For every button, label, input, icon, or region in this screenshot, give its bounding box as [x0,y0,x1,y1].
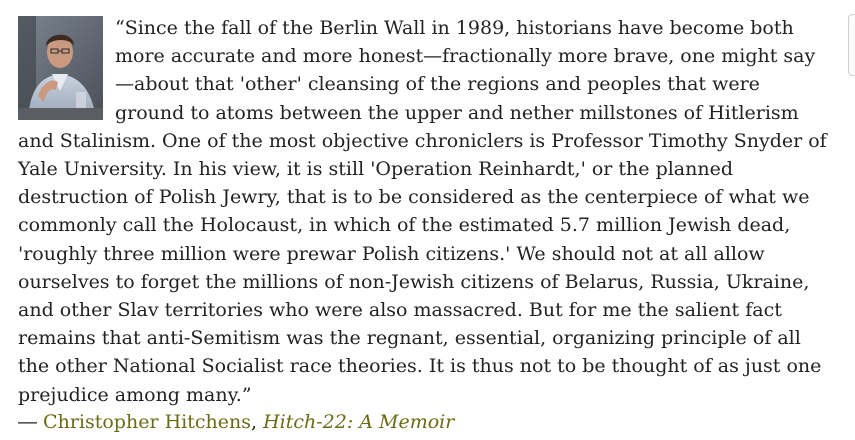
quote-block [18,14,828,409]
side-panel-edge [848,14,855,76]
author-photo-image [18,16,103,120]
book-link[interactable]: Hitch-22: A Memoir [263,411,455,433]
attribution [18,408,454,436]
attribution-dash: ― [18,411,37,433]
author-link[interactable]: Christopher Hitchens [43,411,251,433]
attribution-separator: , [250,411,258,433]
author-photo[interactable] [18,16,103,120]
quote-text: “Since the fall of the Berlin Wall in 1989, historians have become both more accurate and more honest—fractionally more brave, one might say—about that 'other' cleansing of the regions and peoples that were ground to atoms between the upper and nether millstones of Hitlerism and Stalinism. One of the most objective chroniclers is Professor Timothy Snyder of Yale University. In his view, it is still 'Operation Reinhardt,' or the planned destruction of Polish Jewry, that is to be considered as the centerpiece of what we commonly call the Holocaust, in which of the estimated 5.7 million Jewish dead, 'roughly three million were prewar Polish citizens.' We should not at all allow ourselves to forget the millions of non-Jewish citizens of Belarus, Russia, Ukraine, and other Slav territories who were also massacred. But for me the salient fact remains that anti-Semitism was the regnant, essential, organizing principle of all the other National Socialist race theories. It is thus not to be thought of as just one prejudice among many.” [18,17,827,406]
